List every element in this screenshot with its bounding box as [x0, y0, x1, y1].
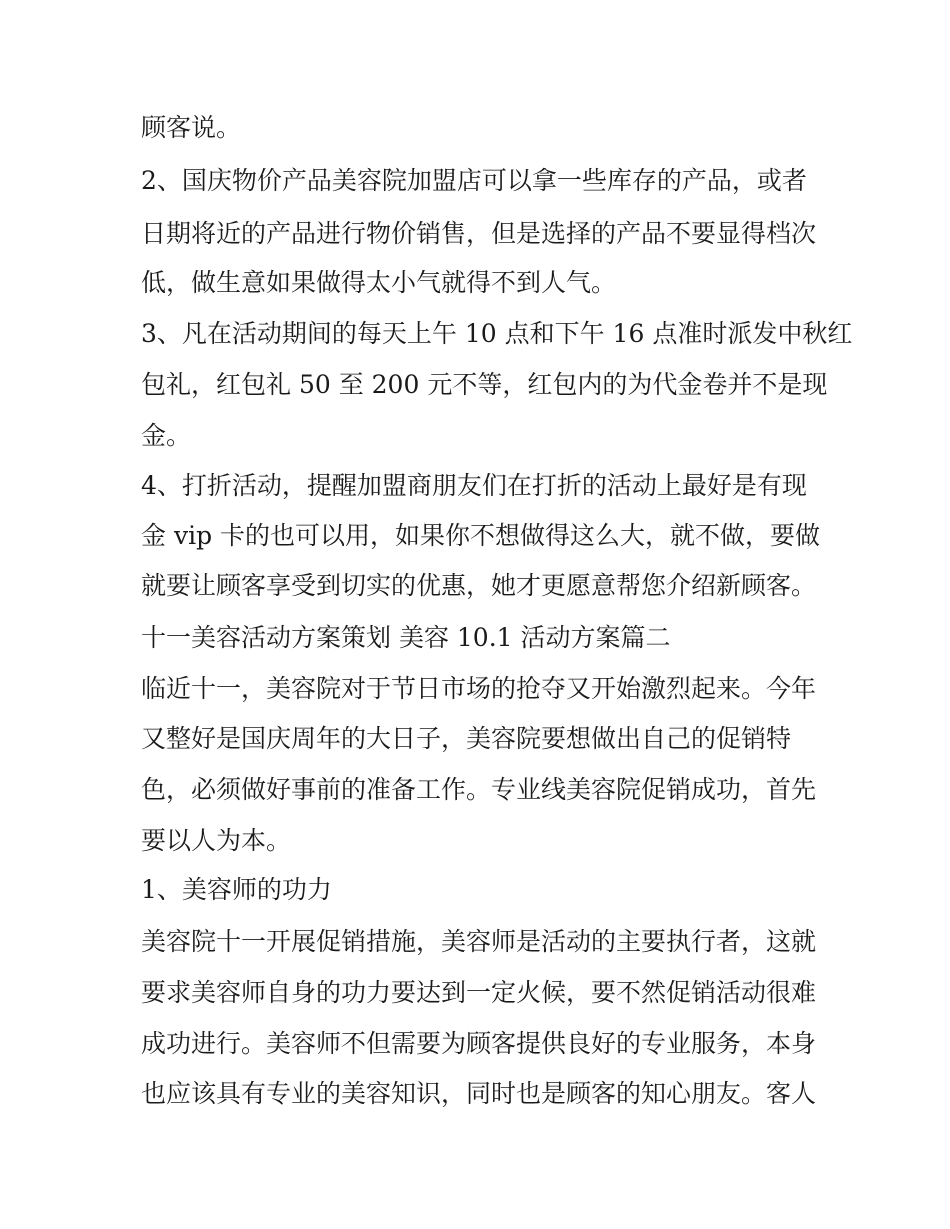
text-line: 金。: [141, 421, 192, 450]
text-line: 美容院十一开展促销措施，美容师是活动的主要执行者，这就: [141, 927, 817, 956]
text-line: 就要让顾客享受到切实的优惠，她才更愿意帮您介绍新顾客。: [141, 571, 817, 600]
text-line: 金 vip 卡的也可以用，如果你不想做得这么大，就不做，要做: [141, 521, 821, 550]
text-line: 色，必须做好事前的准备工作。专业线美容院促销成功，首先: [141, 775, 817, 804]
text-line: 低，做生意如果做得太小气就得不到人气。: [141, 268, 617, 297]
text-line: 日期将近的产品进行物价销售，但是选择的产品不要显得档次: [141, 219, 817, 248]
text-line: 要以人为本。: [141, 826, 292, 855]
section-heading: 十一美容活动方案策划 美容 10.1 活动方案篇二: [141, 623, 671, 652]
text-line: 3、凡在活动期间的每天上午 10 点和下午 16 点准时派发中秋红: [141, 319, 853, 348]
text-line: 4、打折活动，提醒加盟商朋友们在打折的活动上最好是有现: [141, 471, 807, 500]
text-line: 临近十一，美容院对于节日市场的抢夺又开始激烈起来。今年: [141, 674, 817, 703]
text-line: 也应该具有专业的美容知识，同时也是顾客的知心朋友。客人: [141, 1079, 817, 1108]
text-line: 成功进行。美容师不但需要为顾客提供良好的专业服务，本身: [141, 1029, 817, 1058]
text-line: 包礼，红包礼 50 至 200 元不等，红包内的为代金卷并不是现: [141, 370, 828, 399]
text-line: 又整好是国庆周年的大日子，美容院要想做出自己的促销特: [141, 724, 792, 753]
text-line: 要求美容师自身的功力要达到一定火候，要不然促销活动很难: [141, 978, 817, 1007]
text-line: 2、国庆物价产品美容院加盟店可以拿一些库存的产品，或者: [141, 166, 807, 195]
subsection-heading: 1、美容师的功力: [141, 875, 332, 904]
text-line: 顾客说。: [141, 113, 242, 142]
